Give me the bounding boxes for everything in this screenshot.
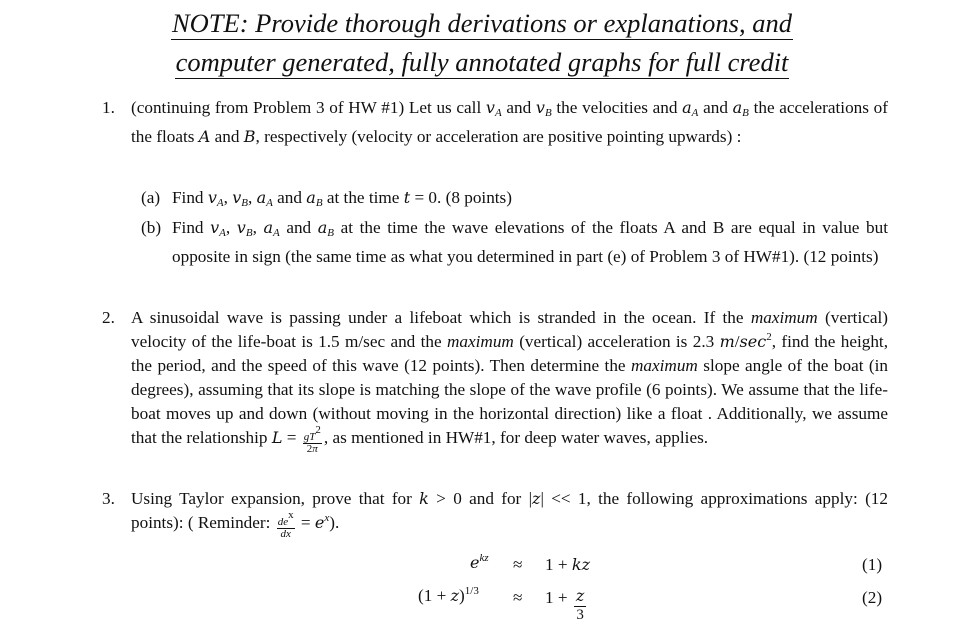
note-line-2: computer generated, fully annotated graphs for full credit	[175, 47, 789, 77]
problem-2	[104, 306, 888, 455]
equation-2-tag: (2)	[862, 588, 883, 607]
part-label: (a)	[141, 188, 161, 207]
fraction-gT2-over-2pi: $\frac{gT^2}{2\pi}$	[303, 424, 321, 455]
problem-1b	[141, 216, 888, 269]
equation-2-rhs: 1 + $\frac{z}{3}$	[545, 586, 585, 623]
problem-1a	[141, 186, 888, 215]
problem-1-text: (continuing from Problem 3 of HW #1) Let us call $v_A$ and $v_B$ the velocities and $a_A$ and $a_B$ the accelerations of the floats A and B, respectively (velocity or acceleration are positive pointing upwards) :	[131, 98, 888, 146]
note-header	[0, 4, 964, 81]
problem-1b-text: Find $v_A$, $v_B$, $a_A$ and $a_B$ at the time the wave elevations of the floats A and B are equal in value but opposite in sign (the same time as what you determined in part (e) of Problem 3 of HW#1). (12 points)	[172, 218, 888, 266]
equation-1-rhs: 1 + kz	[545, 555, 591, 574]
problem-3-text: Using Taylor expansion, prove that for k > 0 and for |z| << 1, the following approximations apply: (12 points): ( Reminder: $\frac{de^x}{dx}$ = $e^x$).	[131, 489, 888, 540]
equation-2-lhs: $(1 + z)^{1/3}$	[418, 585, 479, 605]
problem-number: 3.	[102, 489, 115, 508]
equation-1-tag: (1)	[862, 555, 883, 574]
equation-1-lhs: $e^{kz}$	[470, 552, 489, 572]
problem-3	[104, 487, 888, 540]
note-line-1: NOTE: Provide thorough derivations or explanations, and	[171, 8, 792, 38]
equation-2-rel: ≈	[513, 588, 523, 607]
fraction-dex-over-dx: $\frac{de^x}{dx}$	[277, 509, 294, 540]
problem-1a-text: Find $v_A$, $v_B$, $a_A$ and $a_B$ at the time t = 0. (8 points)	[172, 188, 512, 209]
fraction-z-over-3: $\frac{z}{3}$	[575, 586, 585, 623]
problem-1	[104, 96, 888, 149]
problem-number: 1.	[102, 98, 115, 117]
equation-1-rel: ≈	[513, 555, 523, 574]
part-label: (b)	[141, 218, 162, 237]
problem-number: 2.	[102, 308, 115, 327]
problem-2-text: A sinusoidal wave is passing under a lifeboat which is stranded in the ocean. If the maximum (vertical) velocity of the life-boat is 1.5 m/sec and the maximum (vertical) acceleration is 2.3 $m/\sec^2$, find the height, the period, and the speed of this wave (12 points). Then determine the maximum slope angle of the boat (in degrees), assuming that its slope is matching the slope of the wave profile (6 points). We assume that the life-boat moves up and down (without moving in the horizontal direction) like a float . Additionally, we assume that the relationship L = $\frac{gT^2}{2\pi}$ , as mentioned in HW#1, for deep water waves, applies.	[131, 308, 889, 455]
